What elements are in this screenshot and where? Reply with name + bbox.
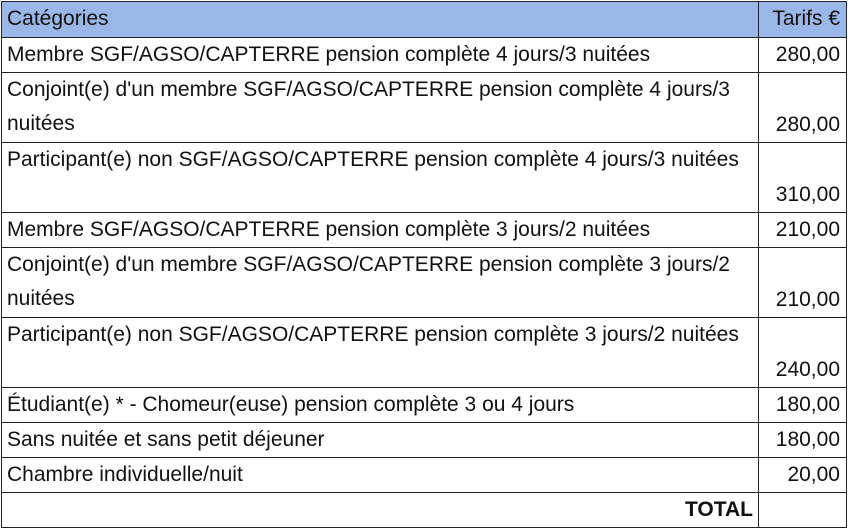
- pricing-table: [1, 1, 847, 528]
- table-row: [2, 73, 847, 143]
- category-cell: Chambre individuelle/nuit: [2, 458, 759, 493]
- price-cell: 20,00: [759, 458, 847, 493]
- price-cell: 180,00: [759, 388, 847, 423]
- header-row: [2, 2, 847, 38]
- table-row: [2, 143, 847, 213]
- category-cell: Participant(e) non SGF/AGSO/CAPTERRE pension complète 4 jours/3 nuitées: [2, 143, 759, 213]
- total-row: [2, 493, 847, 528]
- category-cell: Conjoint(e) d'un membre SGF/AGSO/CAPTERRE pension complète 3 jours/2 nuitées: [2, 248, 759, 318]
- table-row: [2, 38, 847, 73]
- category-cell: Participant(e) non SGF/AGSO/CAPTERRE pension complète 3 jours/2 nuitées: [2, 318, 759, 388]
- table-row: [2, 213, 847, 248]
- price-cell: 210,00: [759, 213, 847, 248]
- price-cell: 310,00: [759, 143, 847, 213]
- price-cell: 280,00: [759, 38, 847, 73]
- price-cell: 240,00: [759, 318, 847, 388]
- price-column-header: Tarifs €: [759, 2, 847, 38]
- table-row: [2, 423, 847, 458]
- category-cell: Conjoint(e) d'un membre SGF/AGSO/CAPTERRE pension complète 4 jours/3 nuitées: [2, 73, 759, 143]
- category-cell: Membre SGF/AGSO/CAPTERRE pension complète 4 jours/3 nuitées: [2, 38, 759, 73]
- price-cell: 180,00: [759, 423, 847, 458]
- category-cell: Étudiant(e) * - Chomeur(euse) pension complète 3 ou 4 jours: [2, 388, 759, 423]
- total-label: TOTAL: [2, 493, 759, 528]
- table-row: [2, 458, 847, 493]
- category-cell: Sans nuitée et sans petit déjeuner: [2, 423, 759, 458]
- price-cell: 280,00: [759, 73, 847, 143]
- category-cell: Membre SGF/AGSO/CAPTERRE pension complète 3 jours/2 nuitées: [2, 213, 759, 248]
- category-column-header: Catégories: [2, 2, 759, 38]
- price-cell: 210,00: [759, 248, 847, 318]
- total-value-cell[interactable]: [759, 493, 847, 528]
- table-row: [2, 248, 847, 318]
- table-row: [2, 388, 847, 423]
- table-row: [2, 318, 847, 388]
